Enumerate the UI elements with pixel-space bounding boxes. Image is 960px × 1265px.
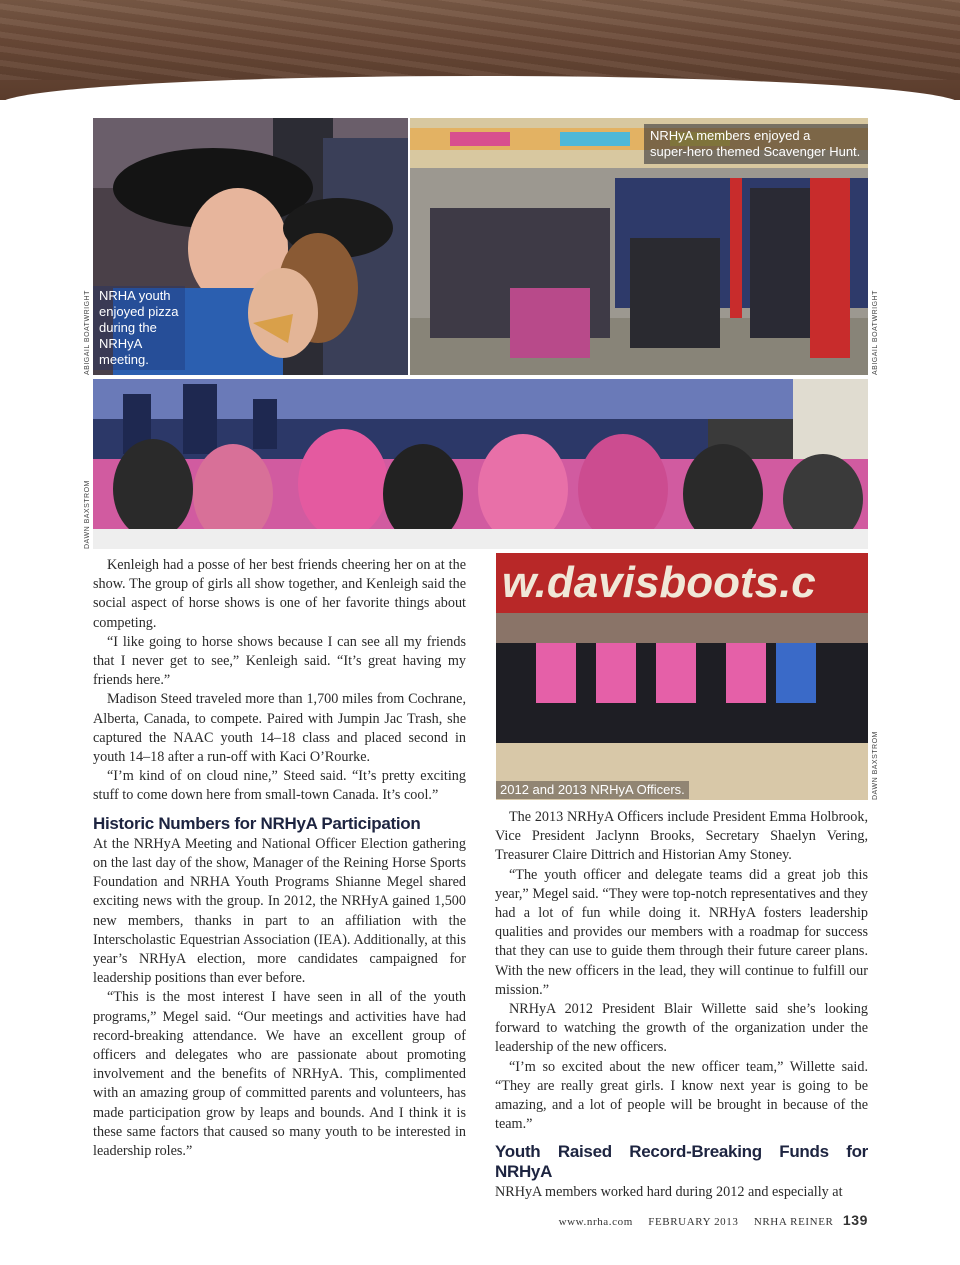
photo-scavenger-hunt — [410, 118, 868, 375]
paragraph: The 2013 NRHyA Officers include President Emma Holbrook, Vice President Jaclynn Brooks, Secretary Shaelyn Vering, Treasurer Claire Dittrich and Historian Amy Stoney. — [495, 809, 868, 864]
section-heading: Youth Raised Record-Breaking Funds for NRHyA — [495, 1142, 868, 1181]
photo-officers-image — [496, 553, 868, 800]
caption-line: enjoyed pizza — [99, 304, 179, 319]
officers-banner-text: w.davisboots.c — [502, 558, 816, 607]
photo-group-image — [93, 379, 868, 549]
photo-credit-scavenger: ABIGAIL BOATWRIGHT — [872, 290, 879, 375]
left-text-column — [93, 556, 466, 1161]
photo-officers-caption: 2012 and 2013 NRHyA Officers. — [496, 781, 689, 799]
paragraph: “I’m so excited about the new officer team,” Willette said. “They are really great girls. I know next year is going to be amazing, and a lot of people will be brought in because of the team.” — [495, 1058, 868, 1133]
paragraph: NRHyA members worked hard during 2012 and especially at — [495, 1183, 843, 1200]
paragraph: Madison Steed traveled more than 1,700 miles from Cochrane, Alberta, Canada, to compete. Paired with Jumpin Jac Trash, she captured the NAAC youth 14–18 class and placed second in youth 14–18 after a run-off with Kaci O’Rourke. — [93, 691, 466, 766]
caption-line: NRHyA members enjoyed a — [650, 128, 811, 143]
caption-line: meeting. — [99, 352, 149, 367]
footer-magazine: NRHA REINER — [753, 1216, 834, 1228]
paragraph: Kenleigh had a posse of her best friends cheering her on at the show. The group of girls all show together, and Kenleigh said the social aspect of horse shows is one of her favorite things about competing. — [93, 557, 466, 631]
right-text-column — [495, 808, 868, 1202]
paragraph: “I like going to horse shows because I can see all my friends that I never get to see,” Kenleigh said. “It’s great having my friends here.” — [93, 633, 466, 689]
photo-pizza — [93, 118, 408, 375]
paragraph: “The youth officer and delegate teams did a great job this year,” Megel said. “They were top-notch representatives and they had a lot of fun while doing it. NRHyA fosters leadership qualities and provides our members with a roadmap for success that they can use to guide them through their future career plans. With the new officers in the lead, they will continue to fulfill our mission.” — [495, 866, 868, 998]
photo-credit-group: DAWN BAXSTROM — [84, 480, 91, 549]
footer-url: www.nrha.com — [558, 1216, 633, 1228]
page-footer — [559, 1212, 868, 1228]
photo-credit-pizza: ABIGAIL BOATWRIGHT — [84, 290, 91, 375]
paragraph: “This is the most interest I have seen in all of the youth programs,” Megel said. “Our meetings and activities have had record-breaking attendance. We have an excellent group of officers and delegates who are passionate about promoting involvement and the benefits of NRHyA. This, complimented with an amazing group of committed parents and volunteers, has made participation grow by leaps and bounds. And I think it is these same factors that caused so many youth to be interested in leadership roles.” — [93, 989, 466, 1160]
caption-line: NRHyA — [99, 336, 143, 351]
photo-scavenger-caption — [644, 124, 868, 164]
footer-issue: FEBRUARY 2013 — [648, 1216, 739, 1228]
wood-grain-texture — [0, 0, 960, 80]
caption-line: NRHA youth — [99, 288, 171, 303]
photo-officers — [496, 553, 868, 800]
header-wood-band — [0, 0, 960, 100]
photo-pizza-caption — [93, 286, 185, 370]
paragraph: NRHyA 2012 President Blair Willette said she’s looking forward to watching the growth of the organization under the leadership of the new officers. — [495, 1001, 868, 1056]
photo-credit-officers: DAWN BAXSTROM — [872, 731, 879, 800]
section-heading: Historic Numbers for NRHyA Participation — [93, 813, 421, 833]
caption-line: super-hero themed Scavenger Hunt. — [650, 144, 861, 159]
paragraph: At the NRHyA Meeting and National Officer Election gathering on the last day of the show, Manager of the Reining Horse Sports Foundation and NRHA Youth Programs Shianne Megel shared exciting news with the group. In 2012, the NRHyA gained 1,500 new members, thanks in part to an affiliation with the Interscholastic Equestrian Association (IEA). Additionally, at this year’s NRHyA election, more candidates campaigned for leadership positions than ever before. — [93, 835, 466, 987]
photo-group — [93, 379, 868, 549]
caption-line: during the — [99, 320, 157, 335]
paragraph: “I’m kind of on cloud nine,” Steed said. “It’s pretty exciting stuff to come down here from small-town Canada. It’s cool.” — [93, 768, 466, 804]
page-number: 139 — [842, 1212, 868, 1228]
